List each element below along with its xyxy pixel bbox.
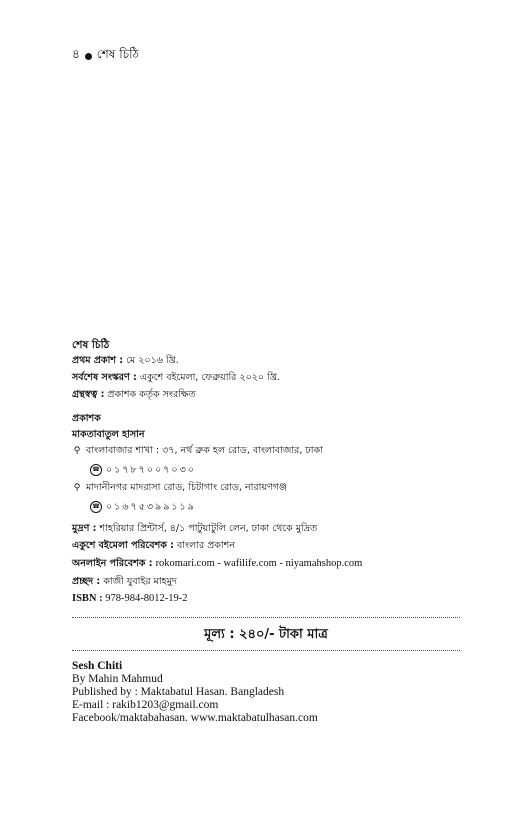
latest-edition-line: [72, 373, 280, 383]
page-header: [72, 46, 139, 66]
isbn-value: 978-984-8012-19-2: [105, 593, 188, 604]
english-credits: [72, 660, 318, 725]
english-title: Sesh Chiti: [72, 660, 123, 672]
page-number: ৪: [72, 47, 80, 61]
english-publisher: Published by : Maktabatul Hasan. Bangladesh: [72, 686, 285, 698]
phone-icon: ☎: [90, 464, 102, 476]
english-author: By Mahin Mahmud: [72, 673, 163, 685]
price-line: মূল্য : ২৪০/- টাকা মাত্র: [204, 627, 328, 642]
first-edition-value: মে ২০১৬ খ্রি.: [126, 355, 179, 366]
bookfair-value: বাংলার প্রকাশন: [176, 540, 235, 551]
english-web: Facebook/maktabahasan. www.maktabatulhasan.com: [72, 712, 318, 724]
latest-edition-value: একুশে বইমেলা, ফেব্রুয়ারি ২০২০ খ্রি.: [139, 372, 280, 383]
online-label: অনলাইন পরিবেশক :: [72, 558, 153, 569]
book-title: শেষ চিঠি: [72, 339, 110, 351]
copyright-value: প্রকাশক কর্তৃক সংরক্ষিত: [107, 389, 196, 400]
cover-value: কাজী যুবাইর মাহমুদ: [103, 576, 177, 587]
online-value: rokomari.com - wafilife.com - niyamahshop.com: [155, 558, 363, 569]
publisher-heading: প্রকাশক: [72, 413, 101, 424]
first-edition-label: প্রথম প্রকাশ :: [72, 355, 124, 366]
cover-line: [72, 577, 177, 587]
cover-label: প্রচ্ছদ :: [72, 576, 101, 587]
location-pin-icon: ⚲: [73, 483, 81, 493]
english-email: E-mail : rakib1203@gmail.com: [72, 699, 219, 711]
branch2-address: মাদানীনগর মাদরাসা রোড, চিটাগাং রোড, নারায়ণগঞ্জ: [86, 482, 288, 493]
copyright-label: গ্রন্থস্বত্ব :: [72, 389, 105, 400]
branch1-phone-line: [90, 464, 196, 476]
first-edition-line: [72, 356, 179, 366]
phone-icon: ☎: [90, 501, 102, 513]
print-label: মুদ্রণ :: [72, 523, 97, 534]
location-pin-icon: ⚲: [73, 446, 81, 456]
branch2-phone-line: [90, 501, 196, 513]
branch2-line: [72, 483, 287, 493]
bullet-dot-icon: [85, 53, 92, 60]
bookfair-line: [72, 541, 235, 551]
publisher-name: মাকতাবাতুল হাসান: [72, 429, 145, 440]
copyright-line: [72, 390, 196, 400]
branch1-address: বাংলাবাজার শাখা : ৩৭, নর্থ ব্রুক হল রোড, বাংলাবাজার, ঢাকা: [86, 445, 323, 456]
bookfair-label: একুশে বইমেলা পরিবেশক :: [72, 540, 174, 551]
divider-bottom: [72, 650, 460, 651]
branch1-phone: ০১৭৮৭০০৭০৩০: [106, 464, 196, 476]
isbn-line: [72, 594, 188, 605]
divider-top: [72, 617, 460, 618]
branch2-phone: ০১৬৭৫৩৯৯১১৯: [106, 501, 196, 513]
isbn-label: ISBN :: [72, 593, 103, 604]
online-line: [72, 559, 362, 570]
print-line: [72, 524, 317, 534]
running-title: শেষ চিঠি: [96, 47, 139, 61]
print-value: শাহরিয়ার প্রিন্টার্স, ৪/১ পাটুয়াটুলি লেন, ঢাকা থেকে মুদ্রিত: [99, 523, 318, 534]
branch1-line: [72, 446, 323, 456]
latest-edition-label: সর্বশেষ সংস্করণ :: [72, 372, 137, 383]
